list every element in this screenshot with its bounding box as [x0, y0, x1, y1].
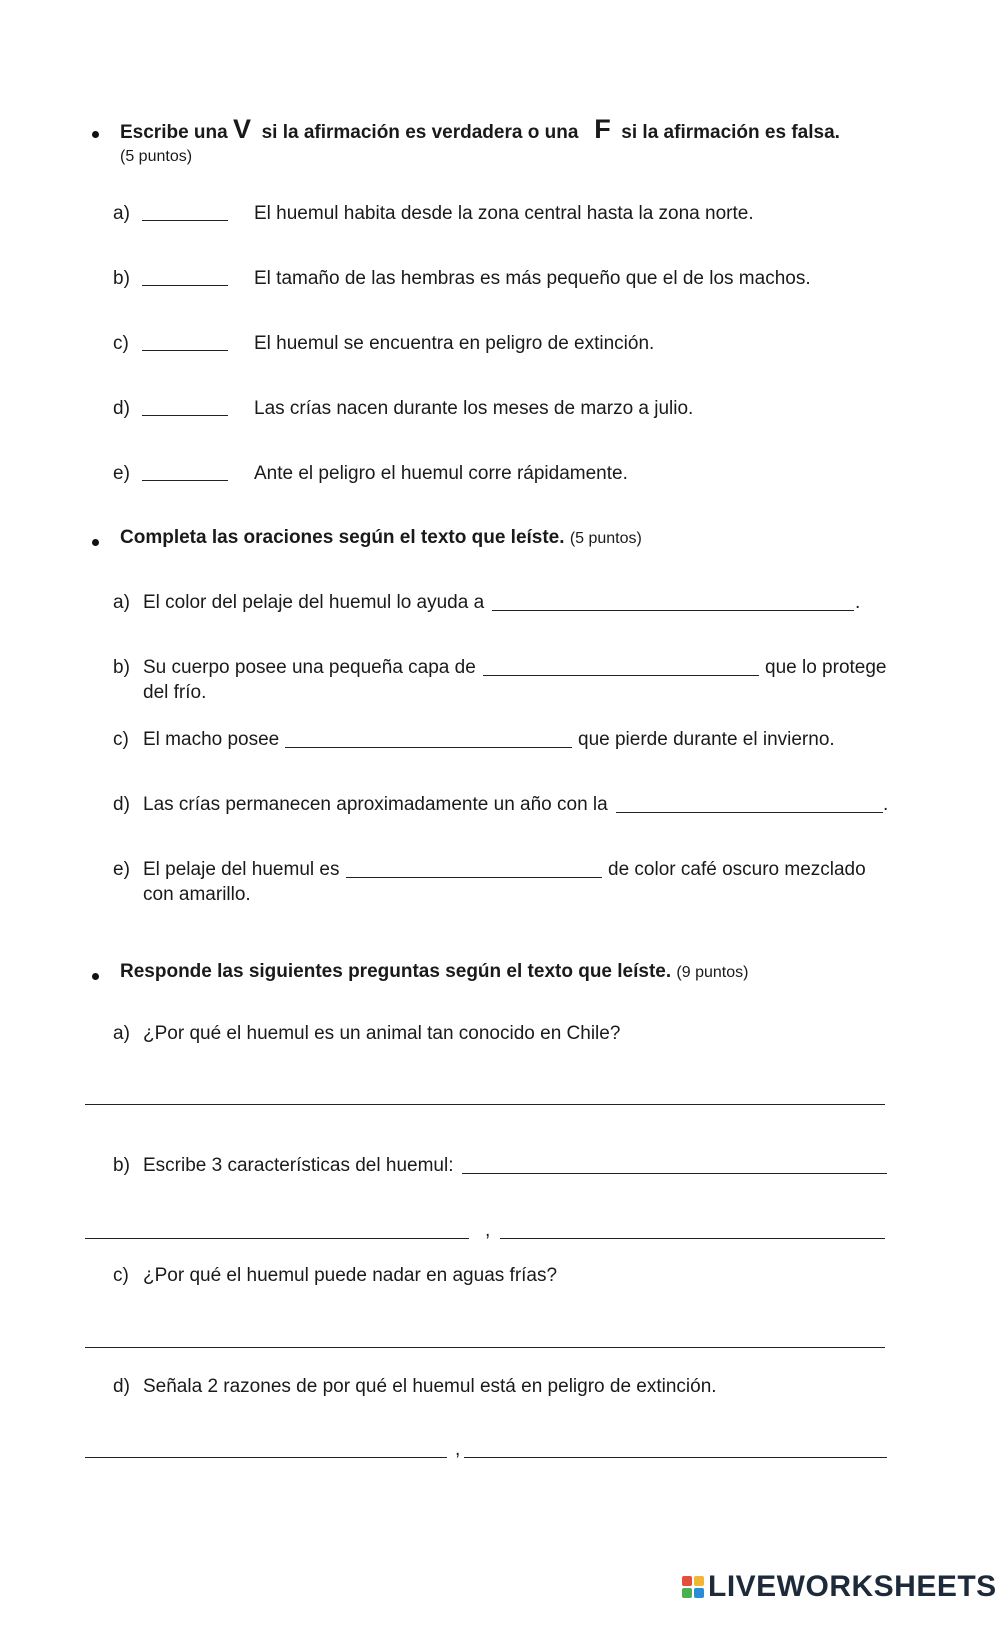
comma-d: ,	[455, 1439, 461, 1460]
tf-answer-blank-e[interactable]	[142, 480, 228, 481]
tf-statement-a: El huemul habita desde la zona central hasta la zona norte.	[254, 203, 754, 224]
tf-answer-blank-a[interactable]	[142, 220, 228, 221]
answer-line-b-2[interactable]	[85, 1238, 469, 1239]
tf-answer-blank-d[interactable]	[142, 415, 228, 416]
logo-text: LIVEWORKSHEETS	[708, 1570, 997, 1603]
complete-text-b-1: Su cuerpo posee una pequeña capa de	[143, 657, 476, 678]
question-label-b: b)	[113, 1155, 130, 1176]
answer-line-a[interactable]	[85, 1104, 885, 1105]
complete-text-d-2: .	[883, 794, 889, 815]
tf-label-a: a)	[113, 203, 130, 224]
complete-text-e-3: con amarillo.	[143, 884, 251, 905]
tf-statement-d: Las crías nacen durante los meses de marzo a julio.	[254, 398, 694, 419]
complete-label-e: e)	[113, 859, 130, 880]
question-label-a: a)	[113, 1023, 130, 1044]
section-2-title: Completa las oraciones según el texto que leíste.	[120, 527, 565, 548]
complete-blank-c[interactable]	[285, 747, 572, 748]
complete-text-e-2: de color café oscuro mezclado	[608, 859, 866, 880]
tf-statement-e: Ante el peligro el huemul corre rápidamente.	[254, 463, 628, 484]
section-1-points: (5 puntos)	[120, 148, 193, 165]
section-3-points: (9 puntos)	[676, 964, 749, 981]
question-label-c: c)	[113, 1265, 129, 1286]
complete-text-e-1: El pelaje del huemul es	[143, 859, 340, 880]
complete-blank-d[interactable]	[616, 812, 883, 813]
answer-line-d-2[interactable]	[464, 1457, 887, 1458]
complete-label-a: a)	[113, 592, 130, 613]
complete-text-a-1: El color del pelaje del huemul lo ayuda a	[143, 592, 485, 613]
complete-text-b-2: que lo protege	[765, 657, 887, 678]
answer-line-b-1[interactable]	[462, 1173, 887, 1174]
complete-text-d-1: Las crías permanecen aproximadamente un año con la	[143, 794, 608, 815]
question-label-d: d)	[113, 1376, 130, 1397]
tf-statement-b: El tamaño de las hembras es más pequeño que el de los machos.	[254, 268, 811, 289]
question-text-d: Señala 2 razones de por qué el huemul está en peligro de extinción.	[143, 1376, 717, 1397]
complete-blank-a[interactable]	[492, 610, 854, 611]
complete-text-a-2: .	[855, 592, 861, 613]
complete-text-c-2: que pierde durante el invierno.	[578, 729, 835, 750]
question-text-c: ¿Por qué el huemul puede nadar en aguas frías?	[143, 1265, 558, 1286]
complete-text-c-1: El macho posee	[143, 729, 280, 750]
bullet-section-3	[92, 973, 99, 980]
complete-label-d: d)	[113, 794, 130, 815]
comma-b: ,	[485, 1220, 491, 1241]
letter-v: V	[233, 114, 252, 144]
tf-label-b: b)	[113, 268, 130, 289]
liveworksheets-logo	[682, 1570, 997, 1604]
tf-label-d: d)	[113, 398, 130, 419]
complete-text-b-3: del frío.	[143, 682, 207, 703]
complete-blank-b[interactable]	[483, 675, 759, 676]
section-1-intro-3: si la afirmación es falsa.	[621, 122, 840, 143]
answer-line-d-1[interactable]	[85, 1457, 447, 1458]
section-1-heading	[120, 114, 840, 145]
answer-line-b-3[interactable]	[500, 1238, 885, 1239]
section-3-heading	[120, 961, 748, 983]
section-2-heading	[120, 527, 642, 549]
complete-label-b: b)	[113, 657, 130, 678]
section-1-intro-2: si la afirmación es verdadera o una	[261, 122, 579, 143]
complete-blank-e[interactable]	[346, 877, 602, 878]
answer-line-c[interactable]	[85, 1347, 885, 1348]
section-3-title: Responde las siguientes preguntas según el texto que leíste.	[120, 961, 672, 982]
letter-f: F	[594, 114, 611, 144]
tf-answer-blank-c[interactable]	[142, 350, 228, 351]
tf-label-c: c)	[113, 333, 129, 354]
section-1-intro-1: Escribe una	[120, 122, 228, 143]
tf-answer-blank-b[interactable]	[142, 285, 228, 286]
bullet-section-1	[92, 131, 99, 138]
tf-label-e: e)	[113, 463, 130, 484]
section-2-points: (5 puntos)	[569, 530, 642, 547]
bullet-section-2	[92, 539, 99, 546]
logo-blocks-icon	[682, 1576, 704, 1598]
tf-statement-c: El huemul se encuentra en peligro de extinción.	[254, 333, 655, 354]
question-text-a: ¿Por qué el huemul es un animal tan conocido en Chile?	[143, 1023, 621, 1044]
complete-label-c: c)	[113, 729, 129, 750]
question-text-b: Escribe 3 características del huemul:	[143, 1155, 454, 1176]
